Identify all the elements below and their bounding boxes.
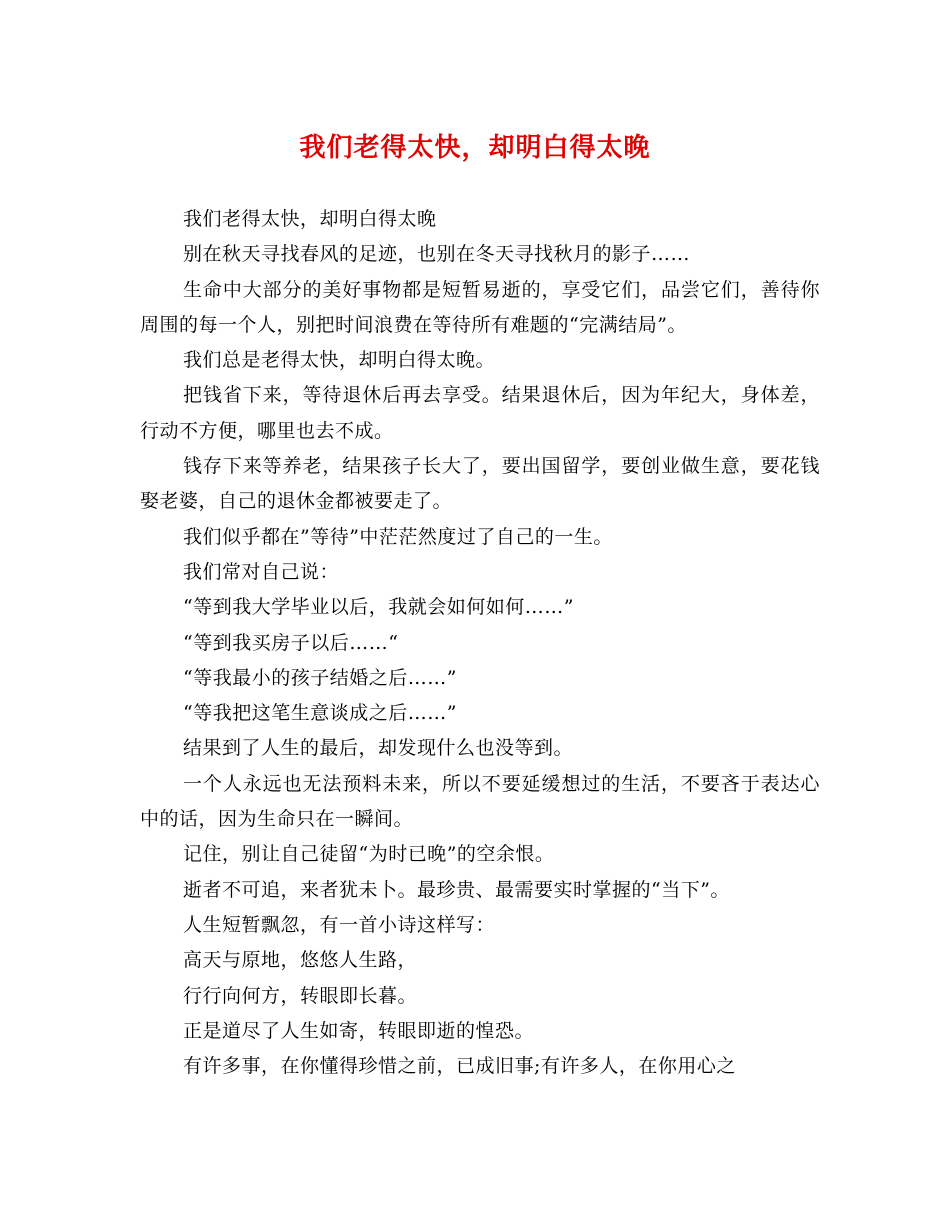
paragraph: “等我最小的孩子结婚之后……” bbox=[183, 666, 457, 689]
paragraph: 行行向何方，转眼即长暮。 bbox=[183, 984, 418, 1007]
paragraph: 高天与原地，悠悠人生路， bbox=[183, 949, 418, 972]
paragraph: 钱存下来等养老，结果孩子长大了，要出国留学，要创业做生意，要花钱娶老婆，自己的退休金都被要走了。 bbox=[140, 455, 820, 513]
paragraph: 我们老得太快，却明白得太晚 bbox=[183, 208, 437, 230]
paragraph: 一个人永远也无法预料未来，所以不要延缓想过的生活，不要吝于表达心中的话，因为生命只在一瞬间。 bbox=[140, 772, 820, 831]
paragraph: 有许多事，在你懂得珍惜之前，已成旧事;有许多人，在你用心之 bbox=[183, 1055, 736, 1078]
paragraph: 我们似乎都在”等待”中茫茫然度过了自己的一生。 bbox=[183, 525, 613, 548]
paragraph: 别在秋天寻找春风的足迹，也别在冬天寻找秋月的影子…… bbox=[183, 243, 691, 266]
paragraph: “等到我大学毕业以后，我就会如何如何……” bbox=[183, 596, 574, 619]
paragraph: 我们总是老得太快，却明白得太晚。 bbox=[183, 349, 496, 372]
paragraph: “等到我买房子以后……“ bbox=[183, 631, 399, 654]
paragraph: 人生短暂飘忽，有一首小诗这样写： bbox=[183, 913, 496, 936]
paragraph: 生命中大部分的美好事物都是短暂易逝的，享受它们，品尝它们，善待你周围的每一个人，别把时间浪费在等待所有难题的“完满结局”。 bbox=[140, 278, 820, 336]
paragraph: 记住，别让自己徒留“为时已晚”的空余恨。 bbox=[183, 843, 555, 866]
paragraph: “等我把这笔生意谈成之后……” bbox=[183, 702, 457, 725]
paragraph: 把钱省下来，等待退休后再去享受。结果退休后，因为年纪大，身体差，行动不方便，哪里也去不成。 bbox=[140, 384, 820, 442]
paragraph: 正是道尽了人生如寄，转眼即逝的惶恐。 bbox=[183, 1019, 535, 1042]
document-body bbox=[140, 202, 820, 1084]
document-title: 我们老得太快，却明白得太晚 bbox=[299, 133, 651, 163]
paragraph: 逝者不可追，来者犹未卜。最珍贵、最需要实时掌握的“当下”。 bbox=[183, 878, 730, 901]
paragraph: 结果到了人生的最后，却发现什么也没等到。 bbox=[183, 737, 574, 760]
paragraph: 我们常对自己说： bbox=[183, 560, 340, 583]
